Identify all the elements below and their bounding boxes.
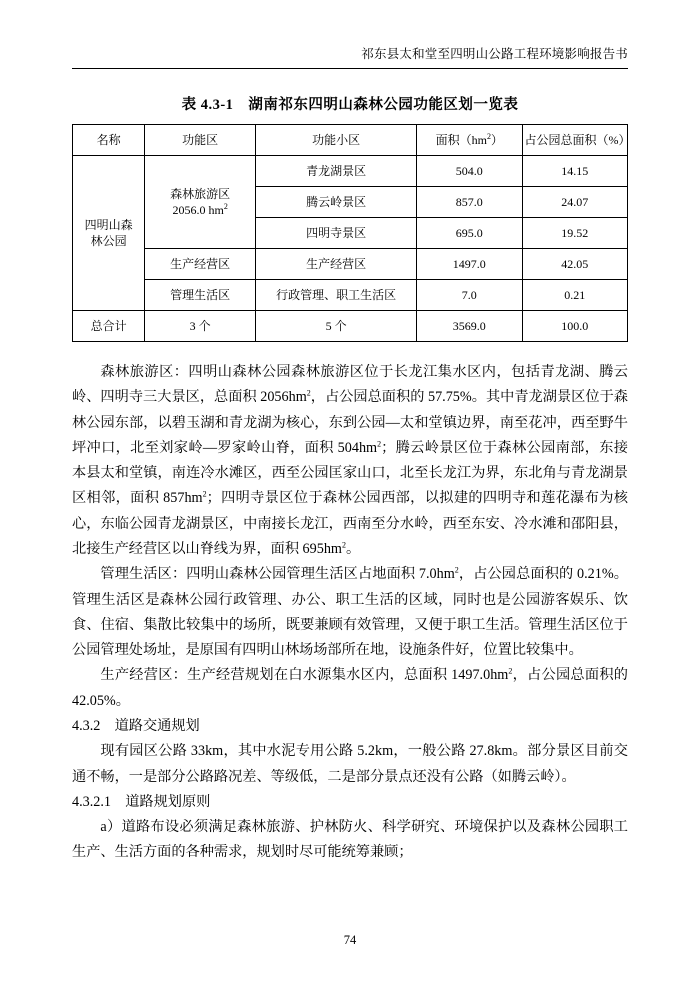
table-header-cell: 名称 — [73, 125, 145, 156]
para-seg: ，占公园总面积的 0.21%。管理生活区是森林公园行政管理、办公、职工生活的区域，同时也是公园游客娱乐、饮食、住宿、集散比较集中的场所，既要兼顾有效管理，又便于职工生活。管理生活区位于公园管理处场址，是原国有四明山林场场部所在地，设施条件好，位置比较集中。 — [72, 566, 628, 659]
pct-cell: 0.21 — [522, 280, 627, 311]
total-pct-cell: 100.0 — [522, 311, 627, 342]
pct-cell: 19.52 — [522, 218, 627, 249]
zone-area: 2056.0 $hm^2$ — [172, 202, 228, 217]
area-cell: 504.0 — [417, 156, 522, 187]
table-total-row — [73, 311, 628, 342]
para-seg: 生产经营区：生产经营规划在白水源集水区内，总面积 1497.0hm — [100, 667, 509, 684]
para-seg: 森林旅游区：四明山森林公园森林旅游区位于长龙江集水区内，包括青龙湖、腾云岭、四明寺三大景区，总面积 2056hm — [72, 364, 628, 406]
subzone-cell: 腾云岭景区 — [256, 187, 417, 218]
paragraph-road-status: 现有园区公路 33km，其中水泥专用公路 5.2km，一般公路 27.8km。部分景区目前交通不畅，一是部分公路路况差、等级低，二是部分景点还没有公路（如腾云岭）。 — [72, 743, 628, 785]
total-subs-cell: 5 个 — [256, 311, 417, 342]
subzone-cell: 四明寺景区 — [256, 218, 417, 249]
running-header — [72, 0, 628, 69]
paragraph-forest-tourism-zone: 森林旅游区：四明山森林公园森林旅游区位于长龙江集水区内，包括青龙湖、腾云岭、四明寺三大景区，总面积 $2056hm^2$，占公园总面积的 57.75%。其中青龙湖景区位于森林公园东部，以碧玉湖和青龙湖为核心，东到公园—太和堂镇边界，南至花冲，西至野牛坪冲口，北至刘家岭—罗家岭山脊，面积 $504hm^2$；腾云岭景区位于森林公园南部，东接本县太和堂镇，南连冷水滩区，西至公园匡家山口，北至长龙江为界，东北角与青龙湖景区相邻，面积 $857hm^2$；四明寺景区位于森林公园西部，以拟建的四明寺和莲花瀑布为核心，东临公园青龙湖景区，中南接长龙江，西南至分水岭，西至东安、冷水滩和邵阳县，北接生产经营区以山脊线为界，面积 $695hm^2$。 — [72, 364, 628, 557]
para-seg: 管理生活区：四明山森林公园管理生活区占地面积 7.0hm — [100, 566, 455, 583]
page-number: 74 — [343, 933, 357, 947]
zone-management-cell: 管理生活区 — [145, 280, 256, 311]
table-row — [73, 280, 628, 311]
para-seg: ；四明寺景区位于森林公园西部，以拟建的四明寺和莲花瀑布为核心，东临公园青龙湖景区，中南接长龙江，西南至分水岭，西至东安、冷水滩和邵阳县，北接生产经营区以山脊线为界，面积 695hm — [72, 490, 628, 557]
pct-cell: 42.05 — [522, 249, 627, 280]
running-header-text: 祁东县太和堂至四明山公路工程环境影响报告书 — [361, 47, 628, 61]
total-label-cell: 总合计 — [73, 311, 145, 342]
body-content — [72, 360, 628, 866]
pct-cell: 24.07 — [522, 187, 627, 218]
table-caption: 表 4.3-1 湖南祁东四明山森林公园功能区划一览表 — [181, 97, 519, 113]
zone-label: 森林旅游区 — [170, 186, 231, 201]
subzone-cell: 青龙湖景区 — [256, 156, 417, 187]
para-seg: 。 — [345, 540, 361, 557]
para-seg: ；腾云岭景区位于森林公园南部，东接本县太和堂镇，南连冷水滩区，西至公园匡家山口，北至长龙江为界，东北角与青龙湖景区相邻，面积 857hm — [72, 439, 628, 507]
table-row — [73, 249, 628, 280]
total-area-cell: 3569.0 — [417, 311, 522, 342]
paragraph-production-zone: 生产经营区：生产经营规划在白水源集水区内，总面积 $1497.0hm^2$，占公园总面积的 42.05%。 — [72, 666, 628, 709]
zone-production-cell: 生产经营区 — [145, 249, 256, 280]
area-cell: 7.0 — [417, 280, 522, 311]
para-seg: ，占公园总面积的 42.05%。 — [72, 667, 628, 709]
park-name-cell: 四明山森 林公园 — [73, 156, 145, 311]
paragraph-management-zone: 管理生活区：四明山森林公园管理生活区占地面积 $7.0hm^2$，占公园总面积的 0.21%。管理生活区是森林公园行政管理、办公、职工生活的区域，同时也是公园游客娱乐、饮食、住宿、集散比较集中的场所，既要兼顾有效管理，又便于职工生活。管理生活区位于公园管理处场址，是原国有四明山林场场部所在地，设施条件好，位置比较集中。 — [72, 565, 628, 659]
table-header-cell: 面积$(hm^2)$ — [417, 125, 522, 156]
zone-tourism-cell — [145, 156, 256, 249]
functional-zoning-table — [72, 124, 631, 342]
table-header-cell: 占公园总面积（%） — [522, 125, 627, 156]
area-cell: 695.0 — [417, 218, 522, 249]
para-seg: ，占公园总面积的 57.75%。其中青龙湖景区位于森林公园东部，以碧玉湖和青龙湖为核心，东到公园—太和堂镇边界，南至花冲，西至野牛坪冲口，北至刘家岭—罗家岭山脊，面积 504hm — [72, 389, 628, 456]
total-zones-cell: 3 个 — [145, 311, 256, 342]
paragraph-road-principle-a: a）道路布设必须满足森林旅游、护林防火、科学研究、环境保护以及森林公园职工生产、生活方面的各种需求，规划时尽可能统筹兼顾； — [72, 819, 628, 861]
table-header-cell: 功能小区 — [256, 125, 417, 156]
section-heading-4-3-2-1: 4.3.2.1 道路规划原则 — [72, 793, 211, 810]
area-cell: 857.0 — [417, 187, 522, 218]
section-heading-4-3-2: 4.3.2 道路交通规划 — [72, 717, 200, 734]
subzone-cell: 生产经营区 — [256, 249, 417, 280]
table-header-row — [73, 125, 628, 156]
table-header-cell: 功能区 — [145, 125, 256, 156]
table-row — [73, 156, 628, 187]
area-cell: 1497.0 — [417, 249, 522, 280]
pct-cell: 14.15 — [522, 156, 627, 187]
subzone-cell: 行政管理、职工生活区 — [256, 280, 417, 311]
header-rule — [72, 68, 628, 69]
